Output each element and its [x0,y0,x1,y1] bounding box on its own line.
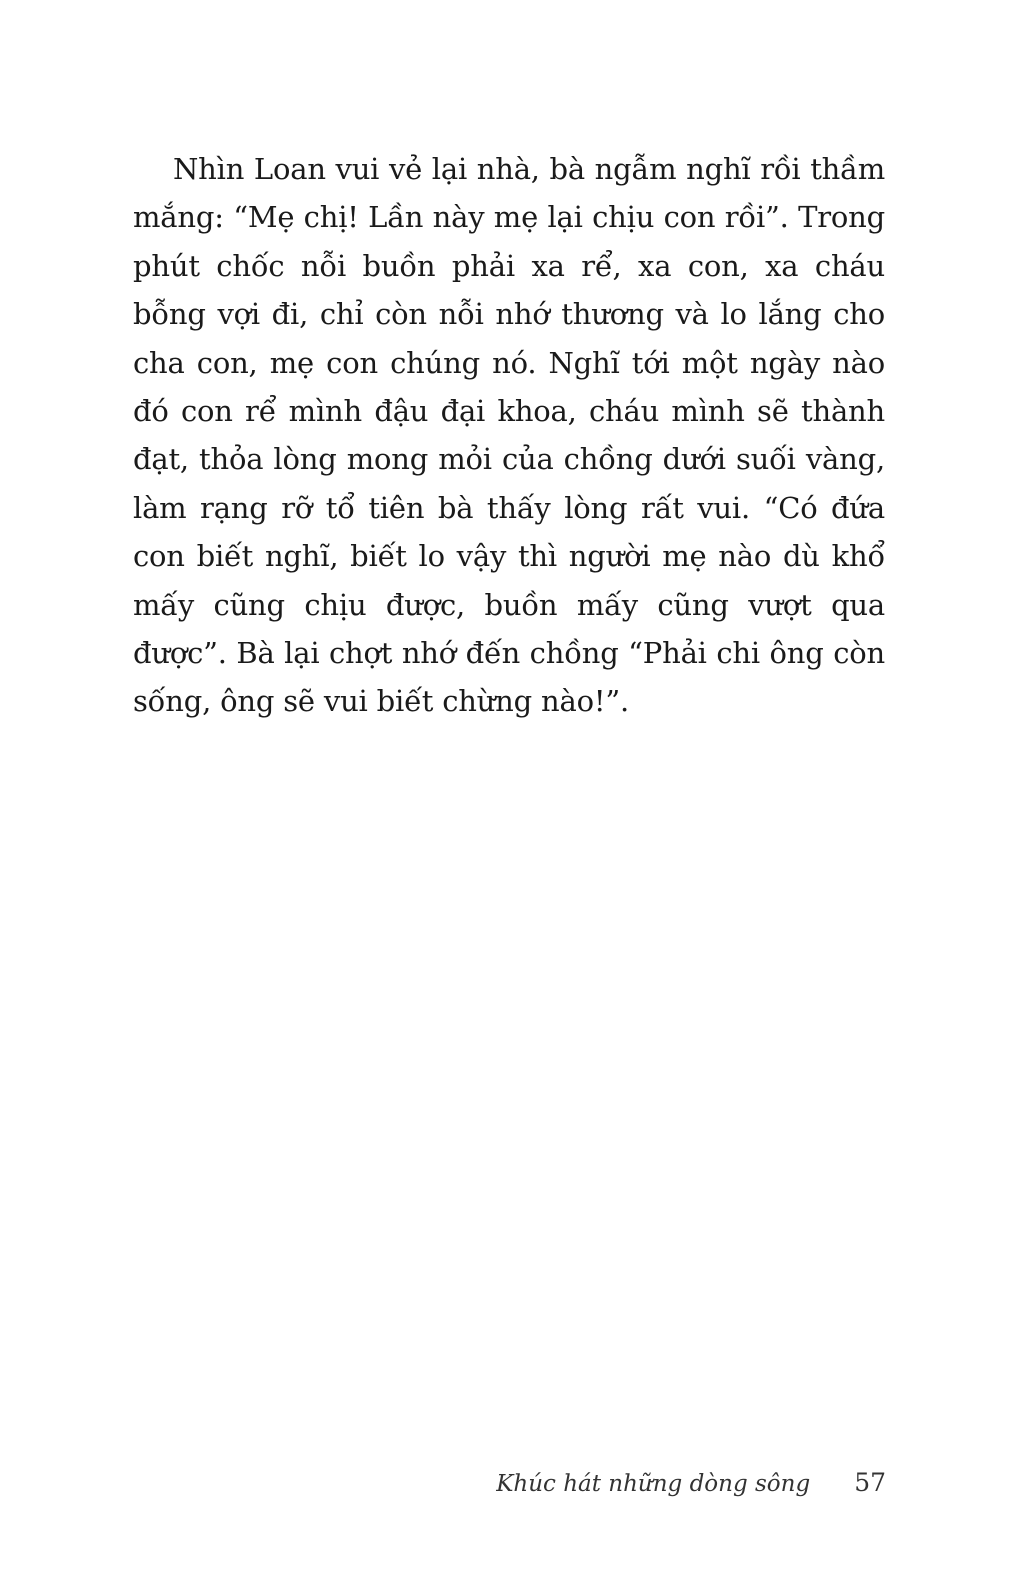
running-title: Khúc hát những dòng sông [496,1471,811,1497]
page-number: 57 [854,1468,886,1497]
body-paragraph: Nhìn Loan vui vẻ lại nhà, bà ngẫm nghĩ rồi thầm mắng: “Mẹ chị! Lần này mẹ lại chịu con rồi”. Trong phút chốc nỗi buồn phải xa rể, xa con, xa cháu bỗng vợi đi, chỉ còn nỗi nhớ thương và lo lắng cho cha con, mẹ con chúng nó. Nghĩ tới một ngày nào đó con rể mình đậu đại khoa, cháu mình sẽ thành đạt, thỏa lòng mong mỏi của chồng dưới suối vàng, làm rạng rỡ tổ tiên bà thấy lòng rất vui. “Có đứa con biết nghĩ, biết lo vậy thì người mẹ nào dù khổ mấy cũng chịu được, buồn mấy cũng vượt qua được”. Bà lại chợt nhớ đến chồng “Phải chi ông còn sống, ông sẽ vui biết chừng nào!”. [133,152,885,719]
page-footer [496,1468,886,1497]
